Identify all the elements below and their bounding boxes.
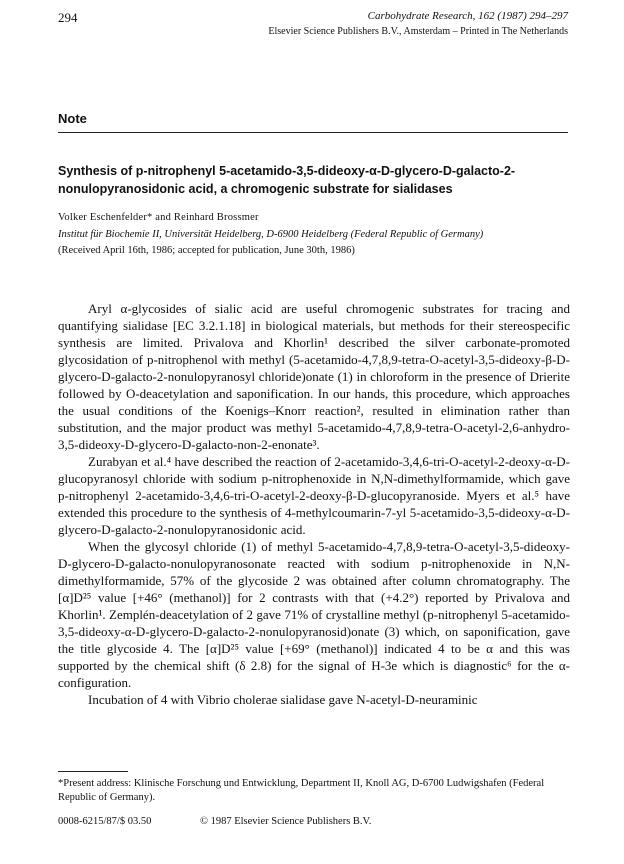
issn-code: 0008-6215/87/$ 03.50	[58, 816, 152, 827]
paragraph: Zurabyan et al.⁴ have described the reaction of 2-acetamido-3,4,6-tri-O-acetyl-2-deoxy-α-D-glucopyranosyl chloride with sodium p-nitrophenoxide in N,N-dimethylformamide, which gave p-nitrophenyl 2-acetamido-3,4,6-tri-O-acetyl-2-deoxy-β-D-glucopyranoside. Myers et al.⁵ have extended this procedure to the synthesis of 4-methylcoumarin-7-yl 5-acetamido-3,5-dideoxy-α-D-glycero-D-galacto-2-nonulopyranosidonic acid.	[58, 454, 570, 537]
footnote-divider	[58, 771, 128, 772]
section-label: Note	[58, 111, 87, 126]
section-divider	[58, 132, 568, 133]
page-number: 294	[58, 10, 78, 25]
body-text	[58, 300, 570, 708]
affiliation: Institut für Biochemie II, Universität Heidelberg, D-6900 Heidelberg (Federal Republic of Germany)	[58, 229, 484, 240]
article-title: Synthesis of p-nitrophenyl 5-acetamido-3,5-dideoxy-α-D-glycero-D-galacto-2-nonulopyranosidonic acid, a chromogenic substrate for sialidases	[58, 164, 516, 196]
paragraph: Incubation of 4 with Vibrio cholerae sialidase gave N-acetyl-D-neuraminic	[88, 692, 478, 707]
paragraph: Aryl α-glycosides of sialic acid are useful chromogenic substrates for tracing and quantifying sialidase [EC 3.2.1.18] in biological materials, but methods for their stereospecific synthesis are limited. Privalova and Khorlin¹ described the silver carbonate-promoted glycosidation of p-nitrophenol with methyl (5-acetamido-4,7,8,9-tetra-O-acetyl-3,5-dideoxy-β-D-glycero-D-galacto-2-nonulopyranosyl chloride)onate (1) in chloroform in the presence of Drierite followed by O-deacetylation and saponification. In our hands, this procedure, which approaches the usual conditions of the Koenigs–Knorr reaction², resulted in elimination rather than substitution, and the major product was methyl 5-acetamido-4,7,8,9-tetra-O-acetyl-2,6-anhydro-3,5-dideoxy-D-glycero-D-galacto-non-2-enonate³.	[58, 301, 570, 452]
copyright: © 1987 Elsevier Science Publishers B.V.	[200, 816, 372, 827]
authors: Volker Eschenfelder* and Reinhard Brossmer	[58, 212, 259, 223]
publisher-line: Elsevier Science Publishers B.V., Amsterdam – Printed in The Netherlands	[268, 26, 568, 37]
footnote: *Present address: Klinische Forschung und Entwicklung, Department II, Knoll AG, D-6700 Ludwigshafen (Federal Republic of Germany).	[58, 778, 545, 803]
received-dates: (Received April 16th, 1986; accepted for publication, June 30th, 1986)	[58, 245, 355, 256]
paragraph: When the glycosyl chloride (1) of methyl 5-acetamido-4,7,8,9-tetra-O-acetyl-3,5-dideoxy-D-glycero-D-galacto-nonulopyranosonate reacted with sodium p-nitrophenoxide in N,N-dimethylformamide, 57% of the glycoside 2 was obtained after column chromatography. The [α]D²⁵ value [+46° (methanol)] for 2 contrasts with that (+4.2°) reported by Privalova and Khorlin¹. Zemplén-deacetylation of 2 gave 71% of crystalline methyl (p-nitrophenyl 5-acetamido-3,5-dideoxy-α-D-glycero-D-galacto-2-nonulopyranosid)onate (3) which, on saponification, gave the title glycoside 4. The [α]D²⁵ value [+69° (methanol)] indicated 4 to be α and this was supported by the chemical shift (δ 2.8) for the signal of H-3e which is diagnostic⁶ for the α-configuration.	[58, 539, 570, 690]
journal-citation: Carbohydrate Research, 162 (1987) 294–297	[367, 10, 568, 22]
